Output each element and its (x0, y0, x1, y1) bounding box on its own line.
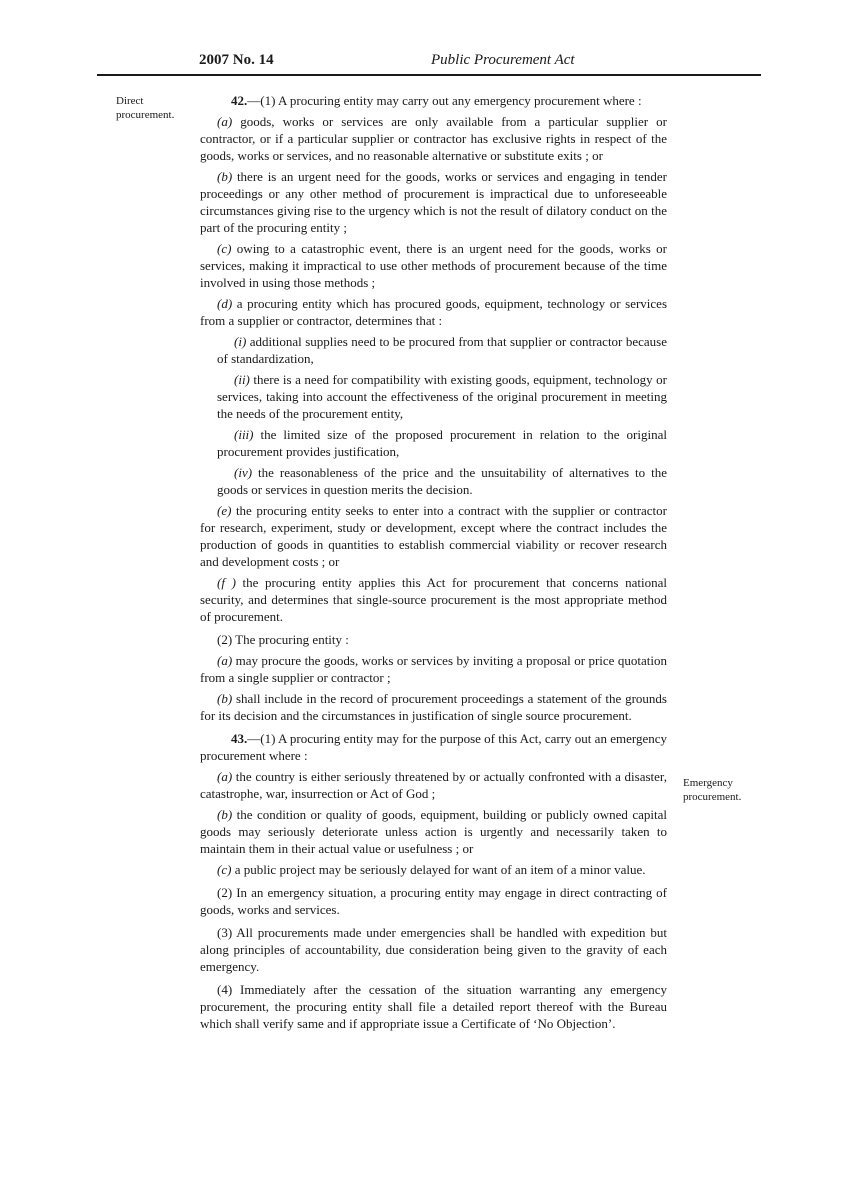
subparagraph-42-d-iii: (iii) the limited size of the proposed procurement in relation to the original procurement provides justification, (217, 427, 667, 459)
page-header (97, 52, 761, 74)
paragraph-42-e: (e) the procuring entity seeks to enter into a contract with the supplier or contractor for research, experiment, study or development, except where the contract includes the production of goods in quantities to establish commercial viability or recover research and development costs ; or (200, 503, 667, 569)
subsection-43-3: (3) All procurements made under emergencies shall be handled with expedition but along principles of accountability, due consideration being given to the gravity of each emergency. (200, 925, 667, 974)
section-number: 42. (231, 93, 248, 108)
subparagraph-42-d-ii: (ii) there is a need for compatibility with existing goods, equipment, technology or services, taking into account the effectiveness of the original procurement in meeting the needs of the procurement entity, (217, 372, 667, 421)
paragraph-42-2-b: (b) shall include in the record of procurement proceedings a statement of the grounds for its decision and the circumstances in justification of single source procurement. (200, 691, 667, 723)
section-43-intro: 43.—(1) A procuring entity may for the purpose of this Act, carry out an emergency procurement where : (200, 731, 667, 763)
act-title: Public Procurement Act (431, 52, 575, 68)
paragraph-42-d: (d) a procuring entity which has procured goods, equipment, technology or services from a supplier or contractor, determines that : (200, 296, 667, 328)
document-body (200, 92, 667, 1036)
paragraph-42-b: (b) there is an urgent need for the goods, works or services and engaging in tender proceedings or any other method of procurement is impractical due to unforeseeable circumstances giving rise to the urgency which is not the result of dilatory conduct on the part of the procuring entity ; (200, 169, 667, 235)
paragraph-42-a: (a) goods, works or services are only available from a particular supplier or contractor, or if a particular supplier or contractor has exclusive rights in respect of the goods, works or services, and no reasonable alternative or substitute exits ; or (200, 114, 667, 163)
paragraph-42-f: (f ) the procuring entity applies this Act for procurement that concerns national security, and determines that single-source procurement is the most appropriate method of procurement. (200, 575, 667, 624)
margin-note-direct-procurement: Direct procurement. (116, 95, 175, 121)
paragraph-43-c: (c) a public project may be seriously delayed for want of an item of a minor value. (217, 862, 646, 877)
subsection-42-2: (2) The procuring entity : (217, 632, 349, 647)
section-number: 43. (231, 731, 248, 746)
header-rule (97, 74, 761, 76)
subparagraph-42-d-iv: (iv) the reasonableness of the price and the unsuitability of alternatives to the goods or services in question merits the decision. (217, 465, 667, 497)
section-42-intro: 42.—(1) A procuring entity may carry out any emergency procurement where : (231, 93, 642, 108)
margin-note-emergency-procurement: Emergency procurement. (683, 777, 742, 803)
paragraph-42-c: (c) owing to a catastrophic event, there is an urgent need for the goods, works or services, making it impractical to use other methods of procurement because of the time involved in using those methods ; (200, 241, 667, 290)
subsection-43-4: (4) Immediately after the cessation of the situation warranting any emergency procurement, the procuring entity shall file a detailed report thereof with the Bureau which shall verify same and if appropriate issue a Certificate of ‘No Objection’. (200, 982, 667, 1031)
paragraph-42-2-a: (a) may procure the goods, works or services by inviting a proposal or price quotation from a single supplier or contractor ; (200, 653, 667, 685)
act-number: 2007 No. 14 (199, 52, 274, 68)
subparagraph-42-d-i: (i) additional supplies need to be procured from that supplier or contractor because of standardization, (217, 334, 667, 366)
paragraph-43-b: (b) the condition or quality of goods, equipment, building or publicly owned capital goods may seriously deteriorate unless action is urgently and necessarily taken to maintain them in their actual value or usefulness ; or (200, 807, 667, 856)
subsection-43-2: (2) In an emergency situation, a procuring entity may engage in direct contracting of goods, works and services. (200, 885, 667, 917)
paragraph-43-a: (a) the country is either seriously threatened by or actually confronted with a disaster, catastrophe, war, insurrection or Act of God ; (200, 769, 667, 801)
